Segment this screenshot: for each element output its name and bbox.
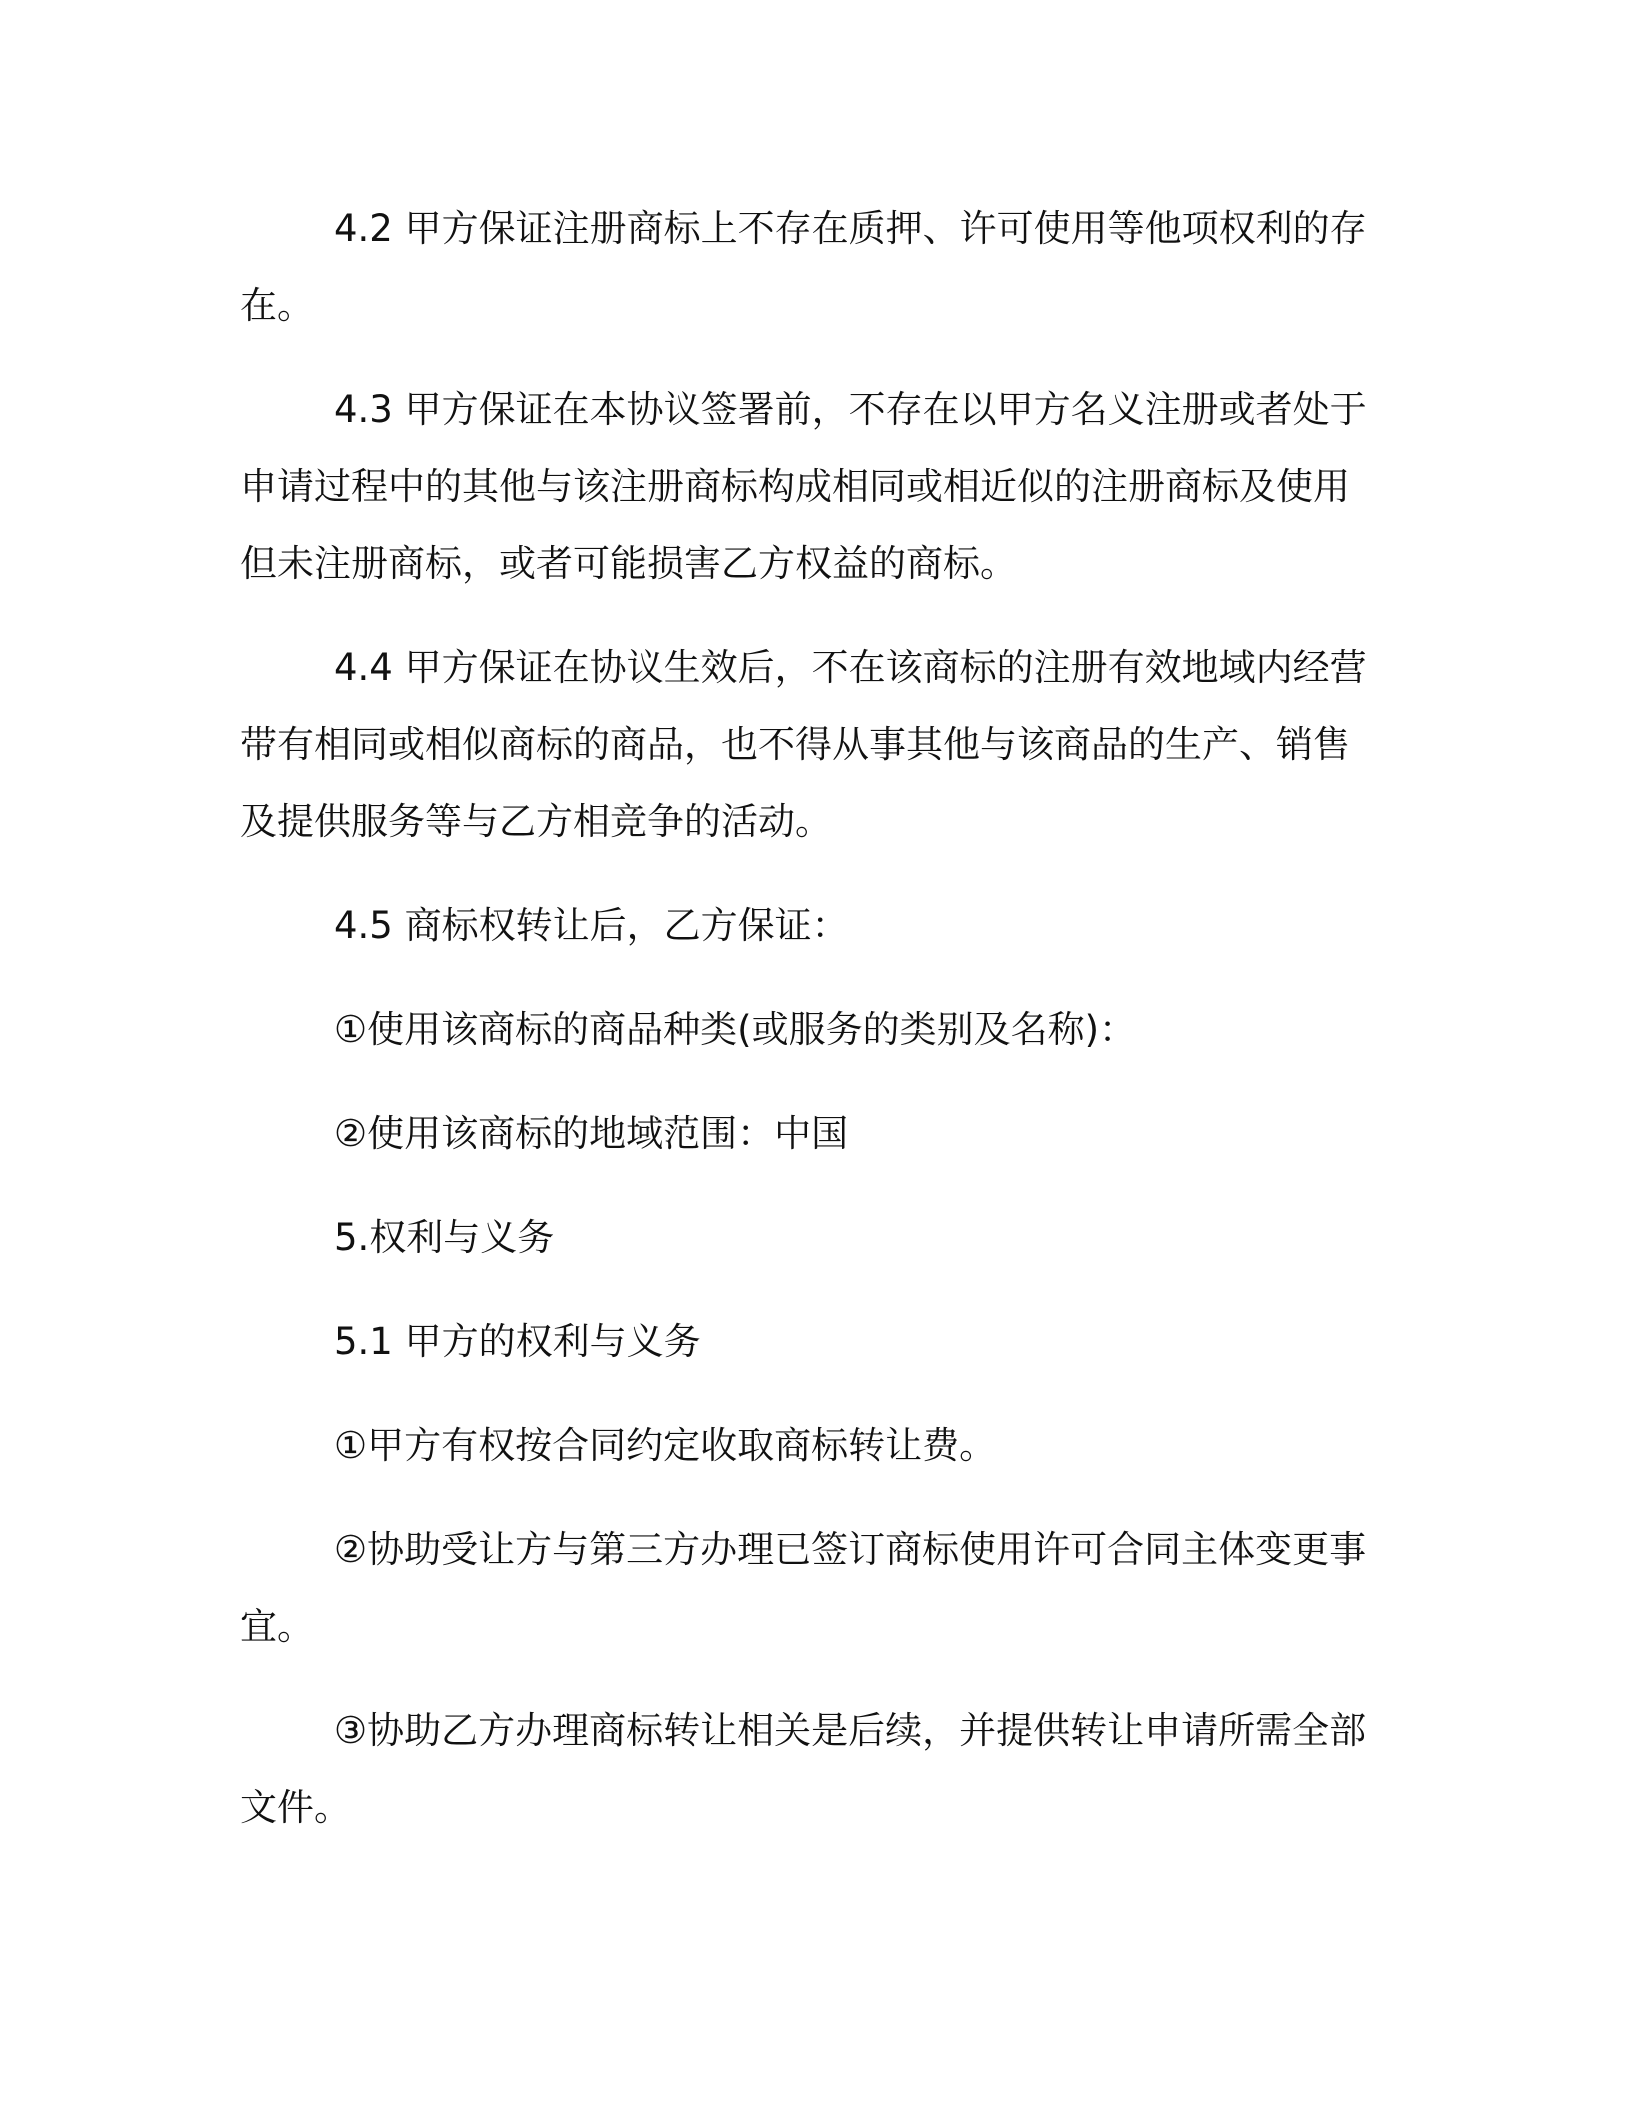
clause-4-5-item-1: ①使用该商标的商品种类(或服务的类别及名称)： [334, 1008, 1137, 1051]
clause-4-2: 4.2 甲方保证注册商标上不存在质押、许可使用等他项权利的存在。 [240, 207, 1367, 327]
section-5-heading: 5.权利与义务 [334, 1216, 555, 1259]
clause-5-1-heading: 5.1 甲方的权利与义务 [334, 1320, 701, 1363]
document-body [240, 190, 1380, 1873]
clause-5-1-item-2: ②协助受让方与第三方办理已签订商标使用许可合同主体变更事宜。 [240, 1528, 1367, 1648]
clause-4-5-item-2: ②使用该商标的地域范围：中国 [334, 1112, 849, 1155]
clause-4-4: 4.4 甲方保证在协议生效后，不在该商标的注册有效地域内经营带有相同或相似商标的商品，也不得从事其他与该商品的生产、销售及提供服务等与乙方相竞争的活动。 [240, 646, 1367, 843]
clause-5-1-item-1: ①甲方有权按合同约定收取商标转让费。 [334, 1424, 997, 1467]
clause-5-1-item-3: ③协助乙方办理商标转让相关是后续，并提供转让申请所需全部文件。 [240, 1709, 1367, 1829]
clause-4-5: 4.5 商标权转让后，乙方保证： [334, 904, 849, 947]
clause-4-3: 4.3 甲方保证在本协议签署前，不存在以甲方名义注册或者处于申请过程中的其他与该注册商标构成相同或相近似的注册商标及使用但未注册商标，或者可能损害乙方权益的商标。 [240, 388, 1367, 585]
